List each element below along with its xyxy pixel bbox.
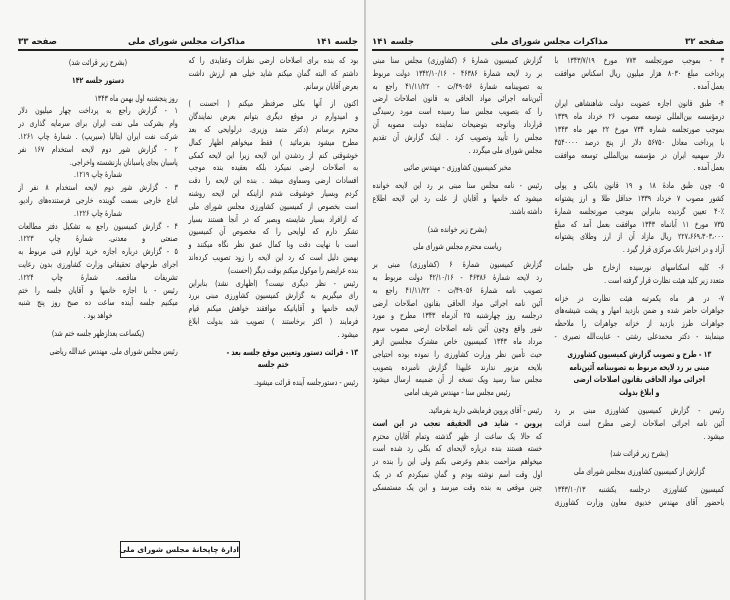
text-line: گزارش از کمیسیون کشاورزی بمجلس شورای ملی: [573, 466, 705, 477]
text-line: آئین‌نامه اجرائی مواد الحاقی به قانون اصلاحات ارضی: [372, 93, 542, 104]
text-line: قرارداد وباتوجه بتوضیحات نماینده دولت مصوبه آن: [372, 118, 542, 129]
text-line: میخواهم مزاحمت بدهم وعرضی بکنم ولی این را بنده در: [372, 456, 542, 467]
text-line: آزاد و در اختیار بانک مرکزی قرار گیرد .: [622, 244, 724, 255]
text-line: جواهرات طرز بازدید از خزانه جواهرات را ملاحظه: [554, 318, 724, 329]
text-line: مینمایند - دکتر محمدعلی رشتی - عنایت‌الله نصیری -: [554, 330, 724, 341]
text-line: رئیس مجلس سنا - مهندس شریف امامی: [404, 387, 511, 398]
text-line: تصویب نامه شمارهٔ ۴۹۰۵۶/ت - ۴۱/۱۱/۲۲ راجع به: [372, 284, 542, 295]
text-line: رئیس - آقای پروین فرمایشی دارید بفرمائید.: [428, 404, 542, 415]
text-line: درمؤسسه بین‌المللی توسعه مصوب ۲۶ خرداد ماه ۱۳۳۹: [554, 111, 724, 122]
text-line: بود که بنده برای اصلاحات ارضی نظرات وعقایدی را که: [188, 55, 358, 65]
text-line: ۷۳۵ مورخ ۱۱ آبانماه ۱۳۴۳ موافقت بعمل آمد که مبلغ: [554, 218, 724, 229]
text-line: چنین موقعی به بنده وقت میرسد و این یک مستمسکی: [372, 481, 542, 492]
text-line: مجلس سنا رسید ویک نسخه از آن ضمیمه ارسال میشود: [372, 374, 542, 385]
journal-title: مذاکرات مجلس شورای ملی: [490, 37, 609, 47]
text-line: گزارش کمیسیون شمارهٔ ۶ (کشاورزی) مجلس سنا مبنی: [372, 55, 542, 65]
text-line: که ازافراد بسیار شایسته وبصیر که در آنجا هستند بسیار: [188, 213, 358, 224]
text-line: (یکساعت بعدازظهر جلسه ختم شد): [52, 327, 145, 338]
text-line: بهمین دلیل است که رد این لایحه را زود تصویب کرده‌اند: [188, 251, 358, 262]
journal-title: مذاکرات مجلس شورای ملی: [127, 37, 246, 47]
text-line: ۵- چون طبق مادهٔ ۱۸ و ۱۹ قانون بانکی و پولی: [554, 180, 724, 191]
text-line: ۱ - گزارش راجع به پرداخت چهار میلیون دلار: [18, 105, 178, 116]
text-line: مبنی بر رد لایحه مربوط به تصویبنامه آئین‌نامه: [569, 361, 710, 372]
text-line: حیث تأمین نظر وزارت کشاورزی را نموده بوده احتیاجی: [372, 348, 542, 359]
text-line: اجرائی مواد الحاقی بقانون اصلاحات ارضی: [573, 374, 705, 385]
text-line: گزارش کمیسیون شمارهٔ ۶ (کشاورزی) مبنی بر: [372, 259, 542, 270]
text-line: آئین نامه اجرائی اصلاحات ارضی مطرح است قرائت: [554, 417, 724, 428]
text-line: دلار سهمیه ایران در مؤسسه بین‌المللی توسعه موافقت: [554, 149, 724, 160]
text-line: میشود .: [703, 430, 724, 441]
text-line: تشکر دارم که لوایحی را که مخصوص آن کمیسیون: [188, 226, 358, 237]
text-line: میکنیم جلسه آینده ساعت ده صبح روز پنج شنبه: [18, 297, 178, 308]
text-line: خواهد بود .: [83, 310, 113, 321]
text-line: محترم برسانم (دکتر متمد وزیری. درلوایحی که بعد: [188, 123, 358, 134]
text-line: صنعتی و معدنی. شمارهٔ چاپ ۱۲۲۳.: [18, 233, 178, 244]
text-line: (بشرح زیر قرائت شد): [610, 448, 669, 459]
text-line: شور واقع وچون آئین نامه اصلاحات ارضی مصوب سوم: [372, 323, 542, 334]
text-line: باحضور آقای مهندس خدیوی معاون وزارت کشاورزی: [554, 496, 724, 507]
text-line: مجلس شورای ملی میگردد .: [468, 144, 542, 155]
text-line: بر رد لایحه شمارهٔ ۴۶۳۸۶ - ۱۳۴۲/۱۰/۱۶ دولت مربوط: [372, 67, 542, 78]
text-line: و ابلاغ بدولت: [619, 387, 660, 398]
text-line: بعرض آقایان برسانم.: [303, 80, 358, 91]
text-line: لایحه خانمها و آقایانیکه موافقند خواهش میکنم قیام: [188, 303, 358, 314]
text-line: بعمل آمده .: [693, 162, 724, 173]
text-line: خوشوقتی کنم از ردشدن این لایحه زیرا این لایحه کمکی: [188, 149, 358, 160]
text-line: ۷- در هر ماه یکمرتبه هیئت نظارت در خزانه: [554, 292, 724, 303]
text-line: بلایحه مزبور ندارند علیهذا گزارش نامبرده بتصویب: [372, 361, 542, 372]
text-line: داشتم که البته گمان میکنم شاید خیلی هم ارزش داشت: [188, 67, 358, 78]
text-line: دستور جلسه ۱۴۲: [72, 74, 125, 85]
text-line: به اصلاحات ارضی نمیکرد بلکه بعقیده بنده موجب: [188, 162, 358, 173]
text-line: متعدد زیر کلید هیئت نظارت قرار گرفته است .: [604, 274, 724, 285]
text-line: بموجب صورتجلسه شماره ۷۳۴ مورخ ۲۲ مهر ماه ۱۳۴۳: [554, 123, 724, 134]
text-line: اکنون از آنها بکلی صرفنظر میکنم ( احسنت ): [188, 98, 358, 109]
text-column-left: [18, 56, 178, 358]
text-line: اول وقت اسم نوشته بودم و گمان نمیکردم که در یک: [372, 468, 542, 479]
text-line: پروین - شاید فی الحقیقه تعجب در این است: [372, 417, 542, 428]
text-line: با پرداخت معادل ۵۶۷۵۰ دلار از پنج درصد ۴۵۴۰۰۰۰: [554, 136, 724, 147]
text-line: رئیس - نظر دیگری نیست؟ (اظهاری نشد) بنابراین: [188, 277, 358, 288]
text-line: است بخصوص از کمیسیون کشاورزی مجلس شورای ملی: [188, 200, 358, 211]
text-column-right: [554, 54, 724, 509]
left-page: [0, 0, 364, 600]
text-line: رای میگیریم به گزارش کمیسیون کشاورزی مبنی بررد: [188, 290, 358, 301]
text-line: ۲۲۷،۶۶۹،۳۰۳،۰۰۰ ریال مازاد آن از ارز وطلای پشتوانه: [554, 231, 724, 242]
text-line: رئیس - با اجازه خانمها و آقایان جلسه را ختم: [18, 284, 178, 295]
text-line: ۴ - گزارش کمیسیون راجع به تشکیل دفتر مطالعات: [18, 220, 178, 231]
text-line: اتباع خارجی بسمت گوینده خارجی فرستنده‌های رادیو.: [18, 194, 178, 205]
text-line: مرداد ماه ۱۳۴۳ کمیسیون خاص مشترک مجلسین ازهر: [372, 335, 543, 346]
text-column-left: [372, 54, 542, 494]
text-line: ۵ - گزارش درباره اجازه خرید لوازم فنی مربوط به: [18, 246, 178, 257]
text-line: است با نهایت دقت وبا کمال عمق نظر نگاه میکنند و: [188, 239, 358, 250]
text-line: میشود .: [337, 328, 358, 339]
text-line: رئیس - گزارش کمیسیون کشاورزی مبنی بر رد: [554, 404, 724, 415]
text-line: جواهرات حاضر شده و ضمن بازدید امهار و پشت شیشه‌های: [554, 305, 724, 316]
text-line: داشته باشند.: [509, 205, 542, 216]
text-line: ۳ - بموجب صورتجلسه ۷۷۳ مورخ ۱۳۴۳/۷/۱۹ با: [554, 55, 725, 65]
text-line: وام بشرکت ملی نفت ایران برای سرمایه گذاری در: [18, 118, 178, 129]
text-line: شمارهٔ چاپ ۱۲۲۶.: [74, 207, 123, 218]
text-line: فرمایند ( اکثر برخاستند ) تصویب شد بدولت ابلاغ: [188, 315, 358, 326]
page-header: [372, 36, 724, 51]
text-line: کمیسیون کشاورزی درجلسه یکشنبه ۱۳۴۳/۱۰/۱۳: [554, 483, 724, 494]
text-line: ۶- کلیه اسکناسهای نورسیده ازخارج طی جلسات: [554, 261, 724, 272]
text-line: ۴۰٪ تعیین گردیده بنابراین بموجب صورتجلسه شمارهٔ: [554, 205, 724, 216]
text-line: پاسبان بجای پاسبانان بازنشسته واخراجی.: [70, 156, 178, 167]
text-line: به تصویبنامه شمارهٔ ۴۹۰۵۶/ت - ۴۱/۱۱/۲۲ راجع به: [372, 80, 543, 91]
text-line: مجلس را تأیید وتصویب کرد . اینک گزارش آن تقدیم: [372, 131, 542, 142]
text-line: درجلسه روز چهارشنبه ۲۵ آذرماه ۱۳۴۳ مطرح و مورد: [372, 310, 542, 321]
text-line: و امیدوارم در موقع دیگری بتوانم بعرض نمایندگان: [188, 111, 358, 122]
text-line: که حالا یک ساعت از ظهر گذشته وتمام آقایان محترم: [372, 430, 542, 441]
text-line: (بشرح زیر خوانده شد): [427, 223, 487, 234]
text-line: شمارهٔ چاپ ۱۲۱۹.: [74, 169, 123, 180]
page-number: صفحه ۳۲: [685, 37, 724, 47]
text-line: بنده عرایضم را موکول میکنم بوقت دیگر (احسنت): [227, 264, 358, 275]
text-column-right: [188, 54, 358, 389]
text-line: تشریفات مناقصه. شمارهٔ چاپ ۱۲۲۴.: [18, 271, 178, 282]
text-line: کشور مصوب ۷ خرداد ۱۳۳۹ حداقل طلا و ارز پشتوانه: [554, 192, 724, 203]
text-line: بعمل آمده .: [693, 80, 724, 91]
text-line: ۱۳ - قرائت دستور وتعیین موقع جلسه بعد -: [226, 346, 358, 357]
text-line: روز پنجشنبه اول بهمن ماه ۱۳۴۳: [94, 92, 178, 103]
text-line: پرداخت مبلغ ۸۰۳۰ هزار میلیون ریال اسکناس موافقت: [554, 67, 724, 78]
text-line: رد لایحه شمارهٔ ۴۶۳۸۶ - ۴۲/۱۰/۱۶ دولت مربوط به: [372, 271, 542, 282]
text-line: افسادات ارضی وسماوی میشد . بنده این لایحه را دقت: [188, 175, 358, 186]
text-line: کردم وبسیار خوشوقت شدم ازاینکه این لایحه روشنه: [188, 187, 358, 198]
page-number: صفحه ۳۳: [18, 37, 57, 47]
text-line: ۴- طبق قانون اجازه عضویت دولت شاهنشاهی ایران: [554, 98, 724, 109]
text-line: (بشرح زیر قرائت شد): [69, 57, 128, 67]
text-line: را که بتصویب مجلس سنا رسیده است مورد رسیدگی: [372, 106, 542, 117]
print-office-stamp: ادارهٔ چاپخانهٔ مجلس شورای ملی: [120, 541, 240, 558]
text-line: رئیس - دستورجلسه آینده قرائت میشود.: [253, 377, 358, 388]
text-line: ۲ - گزارش شور دوم لایحه استخدام ۱۶۷ نفر: [18, 143, 178, 154]
text-line: خسته هستند بنده درباره لایحه‌ای که بکلی رد شده است: [372, 443, 542, 454]
session-number: جلسه ۱۴۱: [316, 37, 358, 47]
text-line: مخبر کمیسیون کشاورزی - مهندس صائبی: [403, 162, 512, 173]
text-line: مطرح میشود بفرمائید ) فقط میخواهم اظهار کمال: [188, 136, 358, 147]
page-header: [18, 36, 358, 51]
text-line: ختم جلسه: [257, 359, 289, 370]
right-page: [366, 0, 730, 600]
text-line: رئیس - نامه مجلس سنا مبنی بر رد این لایحه خوانده: [372, 180, 542, 191]
text-line: آئین نامه اجرائی مواد الحاقی بقانون اصلاحات ارضی: [372, 297, 542, 308]
text-line: شرکت نفت ایران ایتالیا (سیریپ) . شمارهٔ چاپ ۱۲۶۱.: [18, 130, 178, 141]
text-line: ۱۳ - طرح و تصویب گزارش کمیسیون کشاورزی: [567, 348, 712, 359]
text-line: ۳ - گزارش شور دوم لایحه استخدام ۸ نفر از: [18, 182, 179, 193]
text-line: میشود که خانمها و آقایان از علت رد این لایحه اطلاع: [372, 192, 542, 203]
session-number: جلسه ۱۴۱: [372, 37, 414, 47]
text-line: رئیس مجلس شورای ملی. مهندس عبدالله ریاضی: [49, 345, 178, 356]
text-line: ریاست محترم مجلس شورای ملی: [413, 241, 502, 252]
text-line: اجرای طرحهای تحقیقاتی وزارت کشاورزی بدون رعایت: [18, 258, 178, 269]
